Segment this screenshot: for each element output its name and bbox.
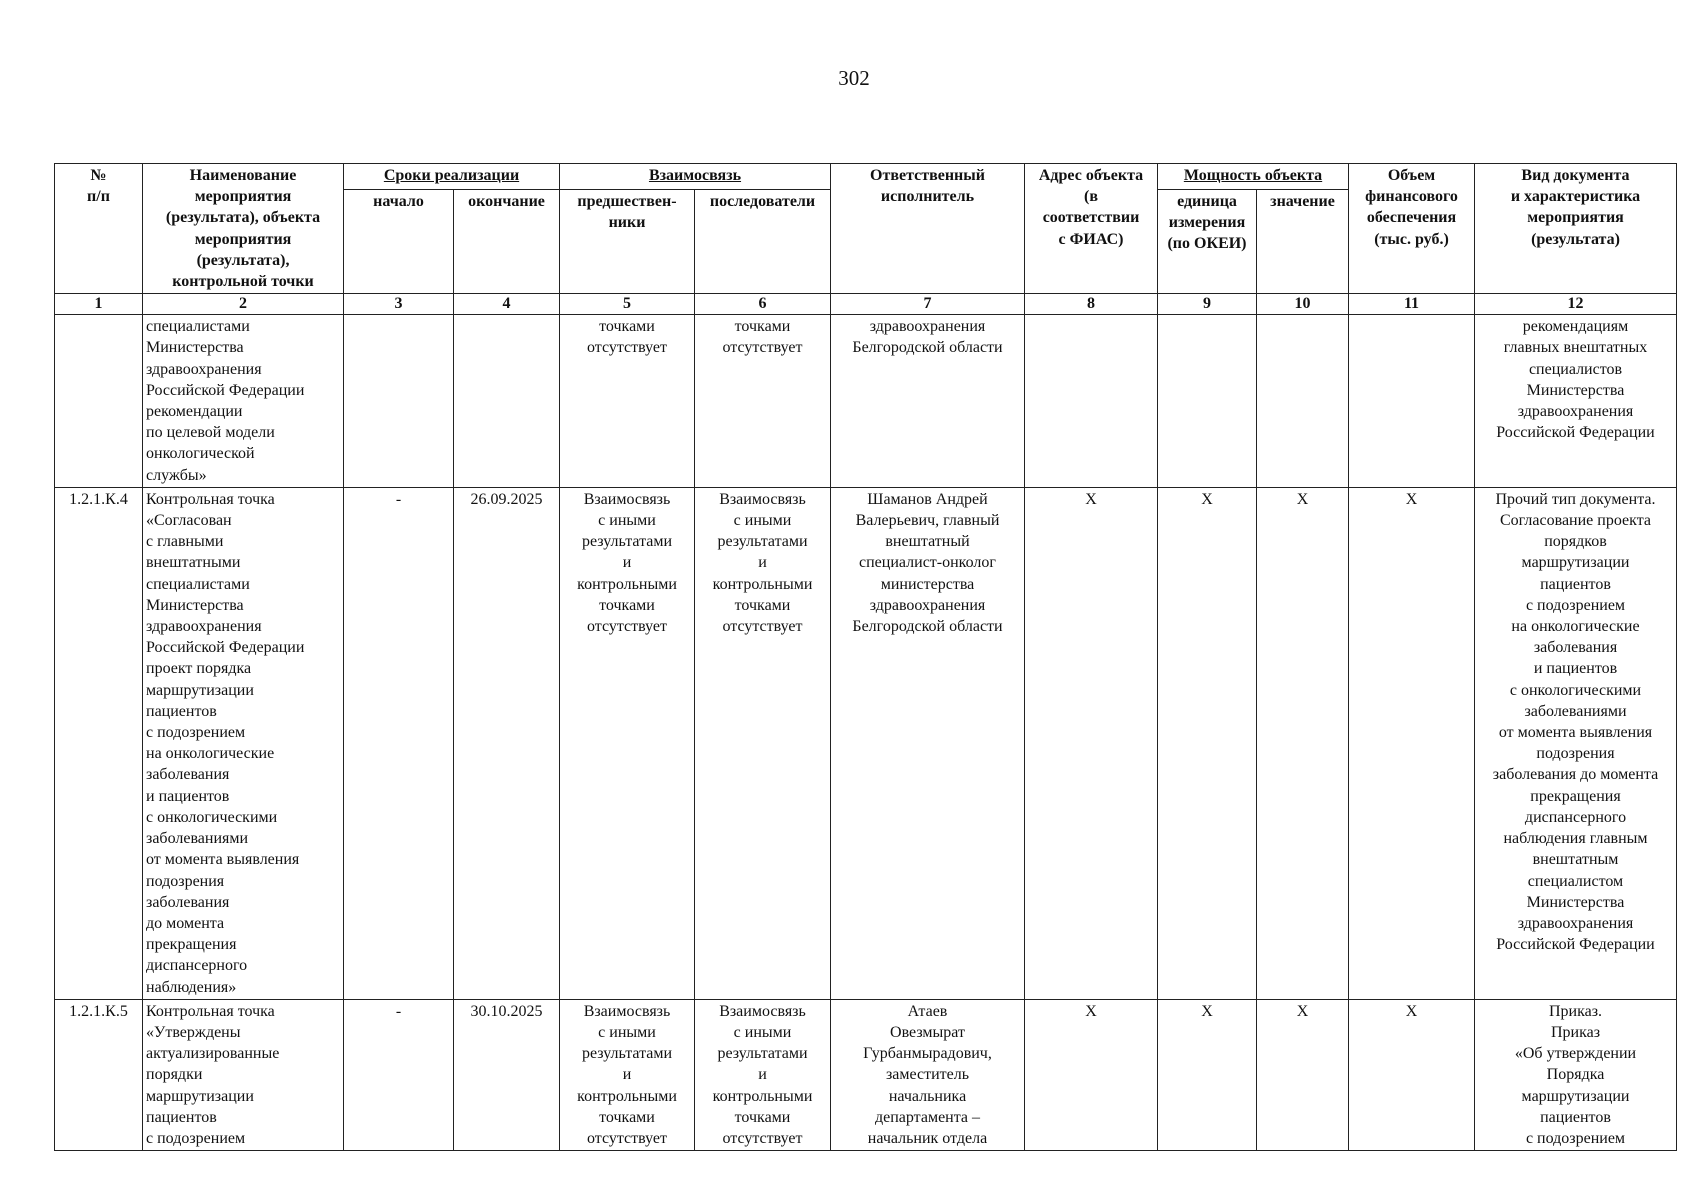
row-successors: точками отсутствует — [695, 315, 831, 488]
column-number: 10 — [1257, 294, 1349, 315]
row-start: - — [344, 999, 454, 1150]
row-responsible: здравоохранения Белгородской области — [831, 315, 1025, 488]
row-successors: Взаимосвязь с иными результатами и контрольными точками отсутствует — [695, 487, 831, 999]
column-number: 11 — [1349, 294, 1475, 315]
header-col-responsible: Ответственный исполнитель — [831, 164, 1025, 294]
row-value: Х — [1257, 999, 1349, 1150]
header-col-predecessors: предшествен- ники — [560, 189, 695, 294]
header-col-finance: Объем финансового обеспечения (тыс. руб.) — [1349, 164, 1475, 294]
header-group-capacity: Мощность объекта — [1158, 164, 1349, 190]
row-finance — [1349, 315, 1475, 488]
row-unit: Х — [1158, 999, 1257, 1150]
row-number — [55, 315, 143, 488]
row-finance: Х — [1349, 487, 1475, 999]
column-number: 9 — [1158, 294, 1257, 315]
header-col-successors: последователи — [695, 189, 831, 294]
header-col-end: окончание — [454, 189, 560, 294]
page-number: 302 — [838, 66, 870, 90]
row-number: 1.2.1.К.5 — [55, 999, 143, 1150]
column-number: 7 — [831, 294, 1025, 315]
row-start — [344, 315, 454, 488]
row-name: специалистами Министерства здравоохранения Российской Федерации рекомендации по целевой модели онкологической службы» — [143, 315, 344, 488]
column-number: 12 — [1475, 294, 1677, 315]
measures-table — [54, 163, 1677, 1151]
row-value: Х — [1257, 487, 1349, 999]
row-responsible: Атаев Овезмырат Гурбанмырадович, заместитель начальника департамента – начальник отдела — [831, 999, 1025, 1150]
column-number: 1 — [55, 294, 143, 315]
row-name: Контрольная точка «Утверждены актуализированные порядки маршрутизации пациентов с подозрением — [143, 999, 344, 1150]
header-col-address: Адрес объекта (в соответствии с ФИАС) — [1025, 164, 1158, 294]
row-unit: Х — [1158, 487, 1257, 999]
row-number: 1.2.1.К.4 — [55, 487, 143, 999]
header-col-number: № п/п — [55, 164, 143, 294]
header-col-start: начало — [344, 189, 454, 294]
row-document: Прочий тип документа. Согласование проекта порядков маршрутизации пациентов с подозрением на онкологические заболевания и пациентов с онкологическими заболеваниями от момента выявления подозрения заболевания до момента прекращения диспансерного наблюдения главным внештатным специалистом Министерства здравоохранения Российской Федерации — [1475, 487, 1677, 999]
row-unit — [1158, 315, 1257, 488]
row-document: Приказ. Приказ «Об утверждении Порядка маршрутизации пациентов с подозрением — [1475, 999, 1677, 1150]
header-group-links: Взаимосвязь — [560, 164, 831, 190]
row-end: 30.10.2025 — [454, 999, 560, 1150]
row-address: Х — [1025, 487, 1158, 999]
column-number: 5 — [560, 294, 695, 315]
header-col-name: Наименование мероприятия (результата), объекта мероприятия (результата), контрольной точки — [143, 164, 344, 294]
table-row — [55, 487, 1677, 999]
table-row — [55, 999, 1677, 1150]
table-row — [55, 315, 1677, 488]
row-address — [1025, 315, 1158, 488]
column-number: 2 — [143, 294, 344, 315]
row-address: Х — [1025, 999, 1158, 1150]
row-successors: Взаимосвязь с иными результатами и контрольными точками отсутствует — [695, 999, 831, 1150]
column-numbers-row — [55, 294, 1677, 315]
column-number: 8 — [1025, 294, 1158, 315]
row-name: Контрольная точка «Согласован с главными внештатными специалистами Министерства здравоохранения Российской Федерации проект порядка маршрутизации пациентов с подозрением на онкологические заболевания и пациентов с онкологическими заболеваниями от момента выявления подозрения заболевания до момента прекращения диспансерного наблюдения» — [143, 487, 344, 999]
row-predecessors: Взаимосвязь с иными результатами и контрольными точками отсутствует — [560, 999, 695, 1150]
row-predecessors: точками отсутствует — [560, 315, 695, 488]
column-number: 3 — [344, 294, 454, 315]
row-start: - — [344, 487, 454, 999]
header-col-value: значение — [1257, 189, 1349, 294]
header-col-document: Вид документа и характеристика мероприятия (результата) — [1475, 164, 1677, 294]
column-number: 6 — [695, 294, 831, 315]
row-value — [1257, 315, 1349, 488]
row-end: 26.09.2025 — [454, 487, 560, 999]
row-predecessors: Взаимосвязь с иными результатами и контрольными точками отсутствует — [560, 487, 695, 999]
row-finance: Х — [1349, 999, 1475, 1150]
row-responsible: Шаманов Андрей Валерьевич, главный внештатный специалист-онколог министерства здравоохранения Белгородской области — [831, 487, 1025, 999]
header-group-terms: Сроки реализации — [344, 164, 560, 190]
row-end — [454, 315, 560, 488]
row-document: рекомендациям главных внештатных специалистов Министерства здравоохранения Российской Федерации — [1475, 315, 1677, 488]
header-col-unit: единица измерения (по ОКЕИ) — [1158, 189, 1257, 294]
column-number: 4 — [454, 294, 560, 315]
